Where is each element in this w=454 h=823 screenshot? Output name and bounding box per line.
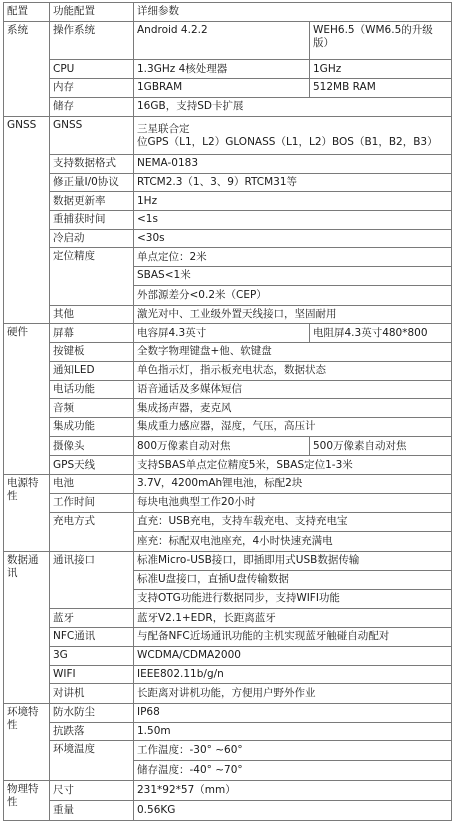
feature-label: 音频 (50, 399, 134, 418)
feature-label: 环境温度 (50, 741, 134, 781)
table-row (4, 512, 452, 532)
cold-value: <30s (134, 229, 452, 248)
storage-value: 16GB，支持SD卡扩展 (134, 97, 452, 117)
table-row (4, 97, 452, 117)
table-row (4, 665, 452, 684)
temp-value: 储存温度：-40° ~70° (134, 761, 452, 781)
precision-value: 外部源差分<0.2米（CEP） (134, 285, 452, 305)
table-row (4, 248, 452, 267)
other-value: 激光对中、工业级外置天线接口，坚固耐用 (134, 305, 452, 324)
recapture-value: <1s (134, 211, 452, 230)
format-value: NEMA-0183 (134, 154, 452, 173)
table-row (4, 305, 452, 324)
feature-label: 工作时间 (50, 493, 134, 512)
table-row (4, 154, 452, 173)
feature-label: 屏幕 (50, 324, 134, 343)
feature-label: NFC通讯 (50, 628, 134, 647)
feature-label: 其他 (50, 305, 134, 324)
battery-value: 3.7V，4200mAh锂电池，标配2块 (134, 475, 452, 494)
table-row (4, 78, 452, 97)
feature-label: 按键板 (50, 343, 134, 362)
feature-label: 数据更新率 (50, 192, 134, 211)
category-gnss: GNSS (4, 117, 50, 324)
runtime-value: 每块电池典型工作20小时 (134, 493, 452, 512)
feature-label: 集成功能 (50, 417, 134, 436)
gnss-value-line: 位GPS（L1，L2）GLONASS（L1，L2）BOS（B1，B2，B3） (137, 135, 438, 148)
screen-value-b: 电阻屏4.3英寸480*800 (310, 324, 452, 343)
feature-label: 通讯接口 (50, 552, 134, 609)
feature-label: 电池 (50, 475, 134, 494)
ip-value: IP68 (134, 704, 452, 723)
category-comm: 数据通讯 (4, 552, 50, 704)
category-system: 系统 (4, 21, 50, 117)
notify-value: 单色指示灯，指示板充电状态，数据状态 (134, 361, 452, 380)
feature-label: 定位精度 (50, 248, 134, 305)
port-value: 标准Micro-USB接口，即插即用式USB数据传输 (134, 552, 452, 571)
table-row (4, 343, 452, 362)
table-row (4, 646, 452, 665)
table-row (4, 417, 452, 436)
os-value-a: Android 4.2.2 (134, 21, 310, 60)
camera-value-b: 500万像素自动对焦 (313, 439, 407, 452)
feature-label: 重量 (50, 800, 134, 820)
port-value: 支持OTG功能进行数据同步，支持WIFI功能 (134, 589, 452, 609)
precision-value: SBAS<1米 (134, 267, 452, 286)
table-row (4, 380, 452, 399)
os-value-b: WEH6.5（WM6.5的升级版） (310, 21, 452, 60)
camera-value (134, 436, 452, 456)
feature-label: 3G (50, 646, 134, 665)
weight-value: 0.56KG (134, 800, 452, 820)
feature-label: 操作系统 (50, 21, 134, 60)
feature-label: GPS天线 (50, 456, 134, 475)
feature-label: 防水防尘 (50, 704, 134, 723)
table-row (4, 800, 452, 820)
table-row (4, 493, 452, 512)
header-detail: 详细参数 (134, 3, 452, 22)
phone-value: 语音通话及多媒体短信 (134, 380, 452, 399)
nfc-value: 与配备NFC近场通讯功能的主机实现蓝牙触碰自动配对 (134, 628, 452, 647)
table-row (4, 117, 452, 154)
ram-value-a: 1GBRAM (134, 78, 310, 97)
cpu-value-a: 1.3GHz 4核处理器 (134, 60, 310, 79)
table-row (4, 475, 452, 494)
header-config: 配置 (4, 3, 50, 22)
category-power: 电源特性 (4, 475, 50, 552)
feature-label: CPU (50, 60, 134, 79)
table-row (4, 173, 452, 192)
feature-label: 支持数据格式 (50, 154, 134, 173)
size-value: 231*92*57（mm） (134, 780, 452, 800)
header-row (4, 3, 452, 22)
header-feature: 功能配置 (50, 3, 134, 22)
category-physical: 物理特性 (4, 780, 50, 820)
port-value: 标准U盘接口，直插U盘传输数据 (134, 570, 452, 589)
spec-table (3, 2, 452, 821)
temp-value: 工作温度：-30° ~60° (134, 741, 452, 761)
table-row (4, 192, 452, 211)
feature-label: 充电方式 (50, 512, 134, 552)
table-row (4, 704, 452, 723)
feature-label: 修正量I/0协议 (50, 173, 134, 192)
keyboard-value: 全数字物理键盘+他、软键盘 (134, 343, 452, 362)
feature-label: 对讲机 (50, 684, 134, 704)
wifi-value: IEEE802.11b/g/n (134, 665, 452, 684)
feature-label: 通知LED (50, 361, 134, 380)
feature-label: 摄像头 (50, 436, 134, 456)
table-row (4, 229, 452, 248)
drop-value: 1.50m (134, 722, 452, 741)
feature-label: 冷启动 (50, 229, 134, 248)
table-row (4, 436, 452, 456)
feature-label: 电话功能 (50, 380, 134, 399)
table-row (4, 399, 452, 418)
table-row (4, 741, 452, 761)
radio-value: 长距离对讲机功能，方便用户野外作业 (134, 684, 452, 704)
category-env: 环境特性 (4, 704, 50, 781)
cpu-value-b: 1GHz (310, 60, 452, 79)
gps-antenna-value: 支持SBAS单点定位精度5米，SBAS定位1-3米 (134, 456, 452, 475)
charge-value: 直充：USB充电，支持车载充电、支持充电宝 (134, 512, 452, 532)
correction-value: RTCM2.3（1、3、9）RTCM31等 (134, 173, 452, 192)
table-row (4, 211, 452, 230)
table-row (4, 684, 452, 704)
table-row (4, 21, 452, 60)
feature-label: 重捕获时间 (50, 211, 134, 230)
feature-label: GNSS (50, 117, 134, 154)
screen-value-a: 电容屏4.3英寸 (134, 324, 310, 343)
table-row (4, 324, 452, 343)
feature-label: 抗跌落 (50, 722, 134, 741)
table-row (4, 456, 452, 475)
table-row (4, 780, 452, 800)
feature-label: WIFI (50, 665, 134, 684)
table-row (4, 609, 452, 628)
sensor-value: 集成重力感应器，湿度，气压，高压计 (134, 417, 452, 436)
table-row (4, 722, 452, 741)
camera-value-a: 800万像素自动对焦 (134, 437, 310, 456)
table-row (4, 628, 452, 647)
g3-value: WCDMA/CDMA2000 (134, 646, 452, 665)
audio-value: 集成扬声器，麦克风 (134, 399, 452, 418)
charge-value: 座充：标配双电池座充，4小时快速充满电 (134, 532, 452, 552)
bt-value: 蓝牙V2.1+EDR，长距离蓝牙 (134, 609, 452, 628)
feature-label: 蓝牙 (50, 609, 134, 628)
table-row (4, 552, 452, 571)
feature-label: 尺寸 (50, 780, 134, 800)
ram-value-b: 512MB RAM (310, 78, 452, 97)
precision-value: 单点定位：2米 (134, 248, 452, 267)
table-row (4, 60, 452, 79)
feature-label: 储存 (50, 97, 134, 117)
category-hardware: 硬件 (4, 324, 50, 475)
gnss-value-line: 三星联合定 (137, 122, 190, 135)
update-value: 1Hz (134, 192, 452, 211)
gnss-value (134, 117, 452, 154)
feature-label: 内存 (50, 78, 134, 97)
table-row (4, 361, 452, 380)
